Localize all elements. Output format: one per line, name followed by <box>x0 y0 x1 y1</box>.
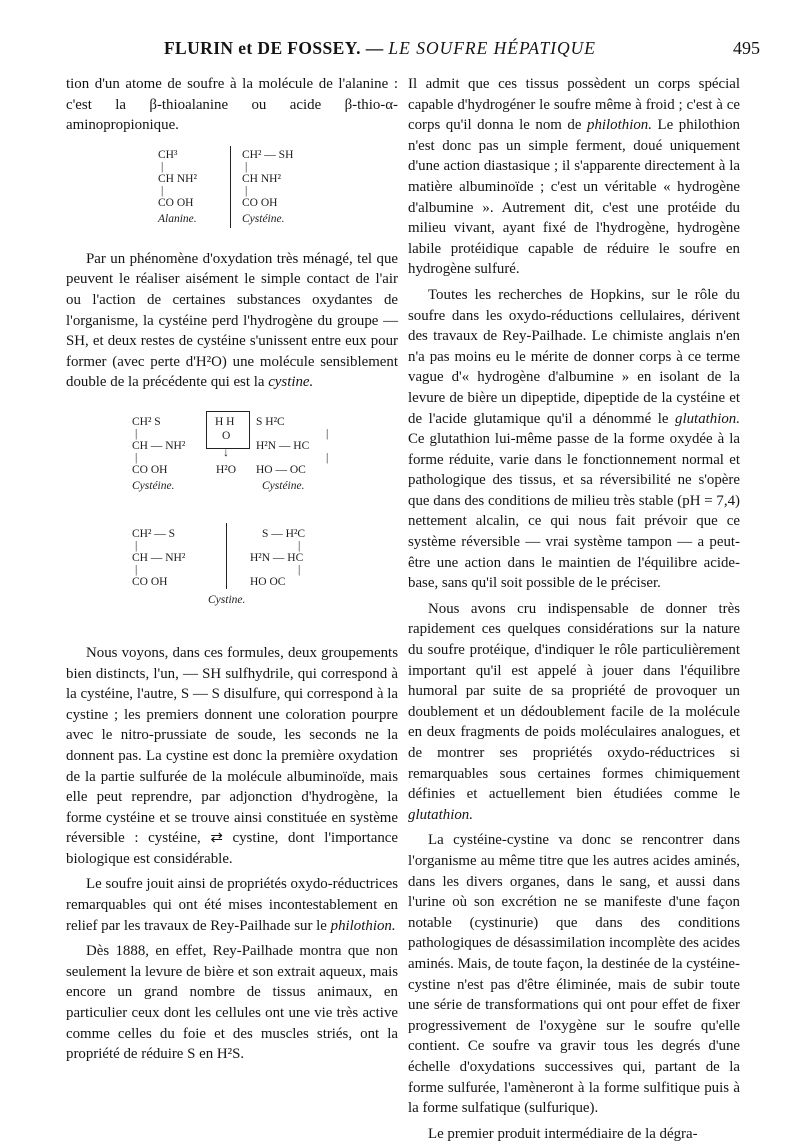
alanine-bond-2: | <box>161 184 164 197</box>
box-oxygen: O <box>222 429 231 442</box>
alanine-caption: Alanine. <box>158 212 197 225</box>
term-cystine: cystine. <box>268 374 314 391</box>
page-number: 495 <box>733 38 760 58</box>
left-cysteine-l3: CH — NH² <box>132 439 186 452</box>
down-arrow-icon: ↓ <box>223 444 229 459</box>
left-cysteine-l2: | <box>135 427 138 440</box>
alanine-line-1: CH³ <box>158 148 178 161</box>
right-column <box>408 74 740 1144</box>
paragraph <box>66 874 398 936</box>
paragraph: Nous voyons, dans ces formules, deux groupements bien distincts, l'un, — SH sulfhydrile, qui correspond à la cystéine, l'autre, S — S disulfure, qui correspond à la cystine ; les premiers donnent une coloration pourpre avec le nitro-prussiate de soude, les seconds ne la donnent pas. La cystine est donc la première oxydation de la partie sulfurée de la molécule albuminoïde, mais elle peut reprendre, par adjonction d'hydrogène, la forme cystéine et se trouve ainsi constituée en système réversible : cystéine, ⇄ cystine, dont l'importance biologique est considérable. <box>66 644 398 867</box>
running-title-subject: LE SOUFRE HÉPATIQUE <box>388 38 597 58</box>
cysteine-bond-1: | <box>245 160 248 173</box>
cystine-separator <box>226 523 227 589</box>
paragraph: Dès 1888, en effet, Rey-Pailhade montra que non seulement la levure de bière et son extrait aqueux, mais encore un grand nombre de tissus animaux, en particulier ceux dont les cellules ont une vie très active comme celles du foie et des muscles striés, ont la propriété de réduire S en H²S. <box>66 943 398 1063</box>
cystine-right-r2: | <box>298 539 301 552</box>
paragraph-text: Par un phénomène d'oxydation très ménagé, tel que peuvent le réaliser aisément le simple contact de l'air ou l'action de certaines substances oxydantes de l'organisme, la cystéine perd l'hydrogène du groupe — SH, et deux restes de cystéine s'unissent entre eux pour former (avec perte d'H²O) une molécule sensiblement double de la précédente qui est la <box>66 250 398 391</box>
cystine-right-r4: | <box>298 563 301 576</box>
cystine-left-l2: | <box>135 539 138 552</box>
cystine-left-l4: | <box>135 563 138 576</box>
term-glutathion: glutathion. <box>408 806 473 823</box>
right-cysteine-r4: | <box>326 451 329 464</box>
running-header <box>60 32 760 62</box>
alanine-line-5: CO OH <box>158 196 194 209</box>
water-product: H²O <box>216 463 237 476</box>
term-glutathion: glutathion. <box>675 410 740 427</box>
cysteine-caption: Cystéine. <box>242 212 285 225</box>
cystine-left-l3: CH — NH² <box>132 551 186 564</box>
formula-cystine-formation <box>66 393 398 643</box>
running-title-dash: — <box>365 38 384 58</box>
term-philothion: philothion. <box>587 117 652 134</box>
alanine-line-3: CH NH² <box>158 172 197 185</box>
paragraph: La cystéine-cystine va donc se rencontrer dans l'organisme au même titre que les autres acides aminés, dans les divers organes, dans le sang, et aussi dans l'urine où son excrétion ne se manifeste d'une façon notable (cystinurie) que dans des conditions pathologiques de désassimilation incomplète des acides aminés. Mais, de toute façon, la destinée de la cystéine-cystine n'est pas d'être éliminée, mais de subir toute une série de transformations qui ont pour effet de fixer progressivement de l'oxygène sur le soufre qu'elle contient. Ce soufre va gravir tous les degrés d'une échelle d'oxydations successives qui, partant de la forme sulfurée, l'amèneront à la forme sulfitique puis à la forme sulfatique (sulfurique). <box>408 832 740 1117</box>
paragraph-text: Le soufre jouit ainsi de propriétés oxydo-réductrices remarquables qui ont été mises incontestablement en relief par les travaux de Rey-Pailhade sur le <box>66 876 398 934</box>
cystine-left-l1: CH² — S <box>132 527 176 540</box>
paragraph <box>408 599 740 826</box>
paragraph <box>66 249 398 393</box>
term-philothion: philothion. <box>330 917 396 934</box>
cystine-left-l5: CO OH <box>132 575 168 588</box>
right-cysteine-caption: Cystéine. <box>262 479 305 492</box>
paragraph: tion d'un atome de soufre à la molécule de l'alanine : c'est la β-thioalanine ou acide β-thio-α-aminopropionique. <box>66 76 398 134</box>
paragraph-text: Toutes les recherches de Hopkins, sur le rôle du soufre dans les oxydo-réductions cellulaires, dérivent des travaux de Rey-Pailhade. Le chimiste anglais n'en n'a pas moins eu le mérite de donner corps à ce terme vague d'« hydrogène d'albumine » en isolant de la levure de bière un dipeptide, dipeptide de la cystéine et de l'acide glutamique qu'il a dénommé le <box>408 286 740 427</box>
running-title <box>60 38 700 59</box>
left-cysteine-l5: CO OH <box>132 463 168 476</box>
right-cysteine-r1: S H²C <box>256 415 285 428</box>
paragraph: Le premier produit intermédiaire de la dégra- <box>428 1125 698 1142</box>
right-cysteine-r2: | <box>326 427 329 440</box>
left-cysteine-l4: | <box>135 451 138 464</box>
formula-alanine-cysteine <box>66 136 398 244</box>
cysteine-bond-2: | <box>245 184 248 197</box>
right-cysteine-r3: H²N — HC <box>256 439 310 452</box>
cysteine-line-5: CO OH <box>242 196 278 209</box>
paragraph-text: Ce glutathion lui-même passe de la forme oxydée à la forme réduite, varie dans le fonctionnement normal et pathologique des tissus, et sa réversibilité ne s'opère que dans des conditions de milieu très stable (pH = 7,4) nettement alcalin, ce qui nous fait prévoir que ce système réversible — vrai système tampon — a peut-être une action dans le maintien de l'équilibre acide-base, sans qu'il soit possible de le préciser. <box>408 431 740 592</box>
cystine-right-r3: H²N — HC <box>250 551 304 564</box>
left-cysteine-caption: Cystéine. <box>132 479 175 492</box>
paragraph <box>408 74 740 280</box>
box-hydrogens: H H <box>215 415 235 428</box>
running-title-authors: FLURIN et DE FOSSEY. <box>163 38 361 58</box>
paragraph-text: Le philothion n'est donc pas un simple ferment, doué uniquement d'une action diastasique ; il s'apparente directement à la matière albuminoïde ; c'est un véritable « hydrogène d'albumine ». Autrement dit, c'est une protéide du milieu vivant, ayant fixé de l'hydrogène, hydrogène labile protéidique capable de réduire le soufre en hydrogène sulfuré. <box>408 117 740 278</box>
cysteine-line-3: CH NH² <box>242 172 281 185</box>
cystine-caption: Cystine. <box>208 593 246 606</box>
left-column <box>66 74 398 1065</box>
cysteine-line-1: CH² — SH <box>242 148 294 161</box>
alanine-bond-1: | <box>161 160 164 173</box>
right-cysteine-r5: HO — OC <box>256 463 306 476</box>
left-cysteine-l1: CH² S <box>132 415 161 428</box>
paragraph-text: Nous avons cru indispensable de donner très rapidement ces quelques considérations sur la nature du soufre protéique, d'indiquer le rôle particulièrement important qu'il est appelé à jouer dans l'équilibre humoral par suite de sa propriété de provoquer un doublement et un dédoublement facile de la molécule en deux fragments de poids moléculaires analogues, et de montrer ses propriétés oxydo-réductrices si remarquables sous certaines formes chimiquement définies et actuellement bien étudiées comme le <box>408 600 740 803</box>
cystine-right-r1: S — H²C <box>262 527 306 540</box>
formula-separator <box>230 146 231 228</box>
cystine-right-r5: HO OC <box>250 575 286 588</box>
paragraph <box>408 285 740 594</box>
paragraph-text: Il admit que ces tissus possèdent un corps spécial capable d'hydrogéner le soufre même à froid ; c'est à ce corps qu'il donna le nom de <box>408 76 740 134</box>
